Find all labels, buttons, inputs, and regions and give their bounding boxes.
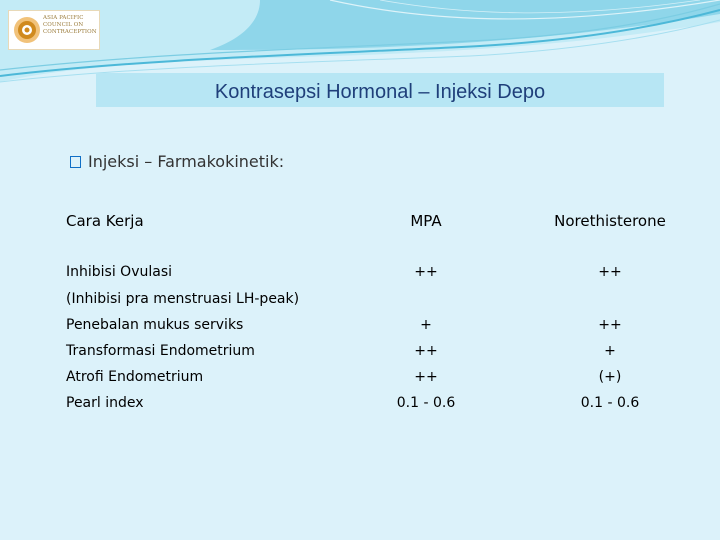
row-net-value: 0.1 - 0.6 [580,395,640,411]
row-label: Penebalan mukus serviks [66,317,244,333]
row-net-value: + [604,343,616,359]
section-heading [70,152,284,171]
logo-line-2: COUNCIL ON [43,22,84,28]
row-mpa-value: 0.1 - 0.6 [396,395,456,411]
row-net-value: ++ [598,264,622,280]
column-header-cara-kerja: Cara Kerja [66,212,144,230]
row-mpa-value: ++ [414,369,438,385]
row-label: Transformasi Endometrium [66,343,255,359]
row-net-value: (+) [598,369,622,385]
column-header-mpa: MPA [410,212,442,230]
page-title: Kontrasepsi Hormonal – Injeksi Depo [214,80,546,103]
row-mpa-value: ++ [414,343,438,359]
row-mpa-value: ++ [414,264,438,280]
bullet-square-icon [70,156,81,168]
logo-line-3: CONTRACEPTION [43,29,97,35]
row-label: Inhibisi Ovulasi [66,264,173,280]
row-net-value: ++ [598,317,622,333]
logo-line-1: ASIA PACIFIC [43,15,84,21]
row-mpa-value: + [420,317,432,333]
row-label: Atrofi Endometrium [66,369,204,385]
asia-pacific-council-logo [8,10,100,50]
row-label: Pearl index [66,395,144,411]
logo-wordmark [43,15,101,36]
column-header-norethisterone: Norethisterone [554,212,666,230]
title-bar [96,73,664,107]
row-label: (Inhibisi pra menstruasi LH-peak) [66,291,300,307]
sun-emblem-icon [12,15,42,45]
section-heading-text: Injeksi – Farmakokinetik: [88,152,285,171]
